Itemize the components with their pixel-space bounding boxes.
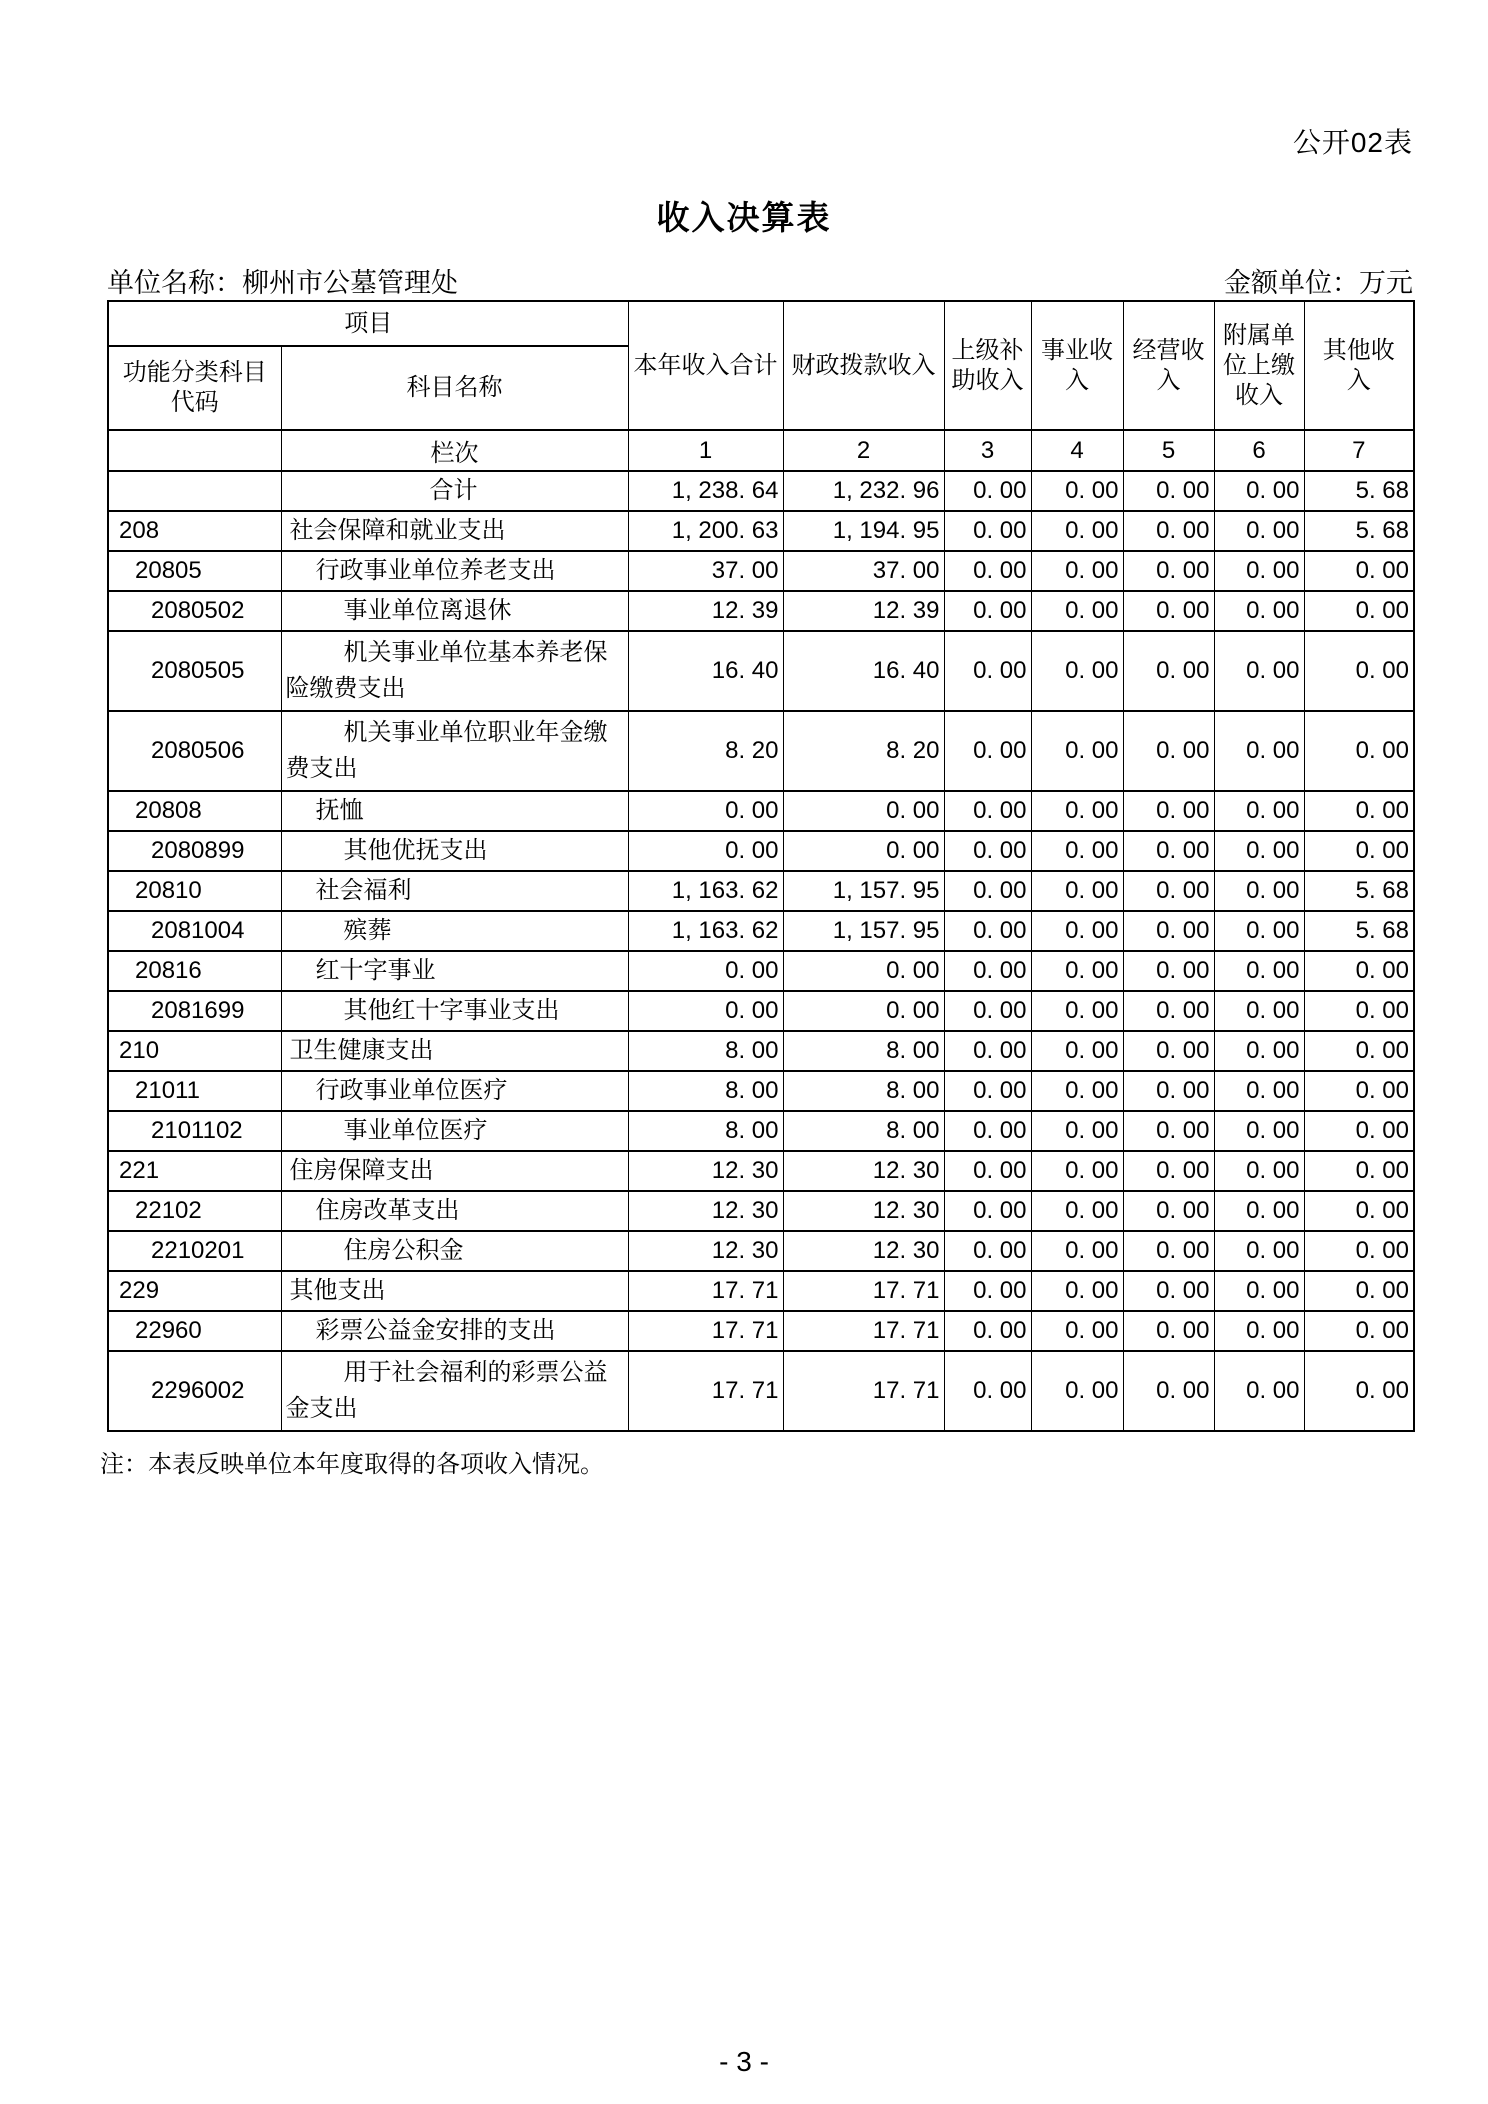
value-cell-col-7: 0. 00 [1304,1351,1414,1431]
value-cell-col-6: 0. 00 [1214,951,1304,991]
value-cell-col-7: 0. 00 [1304,1071,1414,1111]
value-cell-col-4: 0. 00 [1031,551,1123,591]
value-cell-col-1: 1, 238. 64 [628,471,783,511]
table-row [108,471,1414,511]
value-cell-col-2: 37. 00 [783,551,944,591]
value-cell-col-3: 0. 00 [944,791,1031,831]
column-number-3: 3 [944,430,1031,471]
table-row [108,1111,1414,1151]
amount-unit-label: 金额单位：万元 [1224,268,1413,298]
value-cell-col-4: 0. 00 [1031,591,1123,631]
value-cell-col-1: 8. 20 [628,711,783,791]
code-cell: 2080899 [108,831,281,871]
value-cell-col-5: 0. 00 [1123,1231,1214,1271]
value-cell-col-3: 0. 00 [944,1191,1031,1231]
value-cell-col-4: 0. 00 [1031,511,1123,551]
value-cell-col-1: 1, 163. 62 [628,871,783,911]
table-row [108,871,1414,911]
value-cell-col-3: 0. 00 [944,831,1031,871]
value-cell-col-7: 5. 68 [1304,471,1414,511]
code-cell: 20805 [108,551,281,591]
code-cell [108,471,281,511]
column-number-4: 4 [1031,430,1123,471]
value-cell-col-5: 0. 00 [1123,871,1214,911]
table-row [108,951,1414,991]
code-cell: 208 [108,511,281,551]
column-number-7: 7 [1304,430,1414,471]
value-cell-col-7: 0. 00 [1304,1311,1414,1351]
value-cell-col-5: 0. 00 [1123,991,1214,1031]
value-cell-col-4: 0. 00 [1031,1191,1123,1231]
value-cell-col-2: 17. 71 [783,1311,944,1351]
value-cell-col-7: 0. 00 [1304,991,1414,1031]
code-cell: 20808 [108,791,281,831]
value-cell-col-6: 0. 00 [1214,1191,1304,1231]
subject-name-cell: 其他支出 [281,1271,628,1311]
lanci-empty-cell [108,430,281,471]
value-cell-col-1: 8. 00 [628,1071,783,1111]
value-cell-col-3: 0. 00 [944,551,1031,591]
value-cell-col-2: 12. 30 [783,1151,944,1191]
header-function-code: 功能分类科目代码 [108,346,281,430]
value-cell-col-6: 0. 00 [1214,511,1304,551]
subject-name-cell: 行政事业单位养老支出 [281,551,628,591]
value-cell-col-1: 16. 40 [628,631,783,711]
column-index-row [108,430,1414,471]
table-row [108,791,1414,831]
value-cell-col-4: 0. 00 [1031,1111,1123,1151]
value-cell-col-7: 0. 00 [1304,1231,1414,1271]
value-cell-col-5: 0. 00 [1123,471,1214,511]
value-cell-col-2: 8. 20 [783,711,944,791]
column-number-2: 2 [783,430,944,471]
table-row [108,1191,1414,1231]
value-cell-col-2: 17. 71 [783,1271,944,1311]
value-cell-col-5: 0. 00 [1123,1311,1214,1351]
header-col-7: 其他收入 [1304,301,1414,430]
value-cell-col-3: 0. 00 [944,591,1031,631]
value-cell-col-6: 0. 00 [1214,591,1304,631]
value-cell-col-2: 0. 00 [783,991,944,1031]
value-cell-col-4: 0. 00 [1031,1151,1123,1191]
code-cell: 2080506 [108,711,281,791]
meta-row [107,261,1413,300]
table-row [108,631,1414,711]
code-cell: 2080502 [108,591,281,631]
value-cell-col-3: 0. 00 [944,631,1031,711]
value-cell-col-4: 0. 00 [1031,871,1123,911]
header-subject-name: 科目名称 [281,346,628,430]
value-cell-col-6: 0. 00 [1214,1311,1304,1351]
unit-name-label: 单位名称：柳州市公墓管理处 [107,268,458,298]
value-cell-col-7: 0. 00 [1304,1191,1414,1231]
value-cell-col-6: 0. 00 [1214,1271,1304,1311]
value-cell-col-2: 1, 194. 95 [783,511,944,551]
table-row [108,831,1414,871]
value-cell-col-2: 8. 00 [783,1071,944,1111]
value-cell-col-5: 0. 00 [1123,591,1214,631]
value-cell-col-6: 0. 00 [1214,831,1304,871]
header-col-2: 财政拨款收入 [783,301,944,430]
subject-name-cell: 殡葬 [281,911,628,951]
subject-name-cell: 机关事业单位基本养老保险缴费支出 [281,631,628,711]
value-cell-col-6: 0. 00 [1214,911,1304,951]
value-cell-col-3: 0. 00 [944,951,1031,991]
subject-name-cell: 红十字事业 [281,951,628,991]
value-cell-col-2: 0. 00 [783,951,944,991]
header-row-project [108,301,1414,346]
form-number-label: 公开02表 [1292,127,1413,158]
value-cell-col-7: 0. 00 [1304,631,1414,711]
value-cell-col-4: 0. 00 [1031,791,1123,831]
value-cell-col-7: 5. 68 [1304,511,1414,551]
table-row [108,1351,1414,1431]
value-cell-col-4: 0. 00 [1031,631,1123,711]
subject-name-cell: 事业单位医疗 [281,1111,628,1151]
header-project: 项目 [108,301,628,346]
value-cell-col-7: 0. 00 [1304,791,1414,831]
value-cell-col-5: 0. 00 [1123,1191,1214,1231]
value-cell-col-4: 0. 00 [1031,951,1123,991]
value-cell-col-2: 17. 71 [783,1351,944,1431]
value-cell-col-2: 0. 00 [783,831,944,871]
value-cell-col-2: 8. 00 [783,1031,944,1071]
code-cell: 2081004 [108,911,281,951]
value-cell-col-7: 5. 68 [1304,911,1414,951]
table-row [108,1071,1414,1111]
value-cell-col-7: 0. 00 [1304,1031,1414,1071]
value-cell-col-1: 17. 71 [628,1311,783,1351]
subject-name-cell: 事业单位离退休 [281,591,628,631]
value-cell-col-7: 0. 00 [1304,551,1414,591]
code-cell: 22960 [108,1311,281,1351]
value-cell-col-3: 0. 00 [944,471,1031,511]
value-cell-col-4: 0. 00 [1031,991,1123,1031]
value-cell-col-2: 12. 39 [783,591,944,631]
table-row [108,1031,1414,1071]
value-cell-col-1: 1, 163. 62 [628,911,783,951]
table-row [108,991,1414,1031]
subject-name-cell: 其他红十字事业支出 [281,991,628,1031]
subject-name-cell: 机关事业单位职业年金缴费支出 [281,711,628,791]
header-col-6: 附属单位上缴收入 [1214,301,1304,430]
code-cell: 21011 [108,1071,281,1111]
value-cell-col-3: 0. 00 [944,1231,1031,1271]
code-cell: 2296002 [108,1351,281,1431]
value-cell-col-1: 37. 00 [628,551,783,591]
value-cell-col-1: 1, 200. 63 [628,511,783,551]
value-cell-col-5: 0. 00 [1123,1031,1214,1071]
value-cell-col-2: 16. 40 [783,631,944,711]
value-cell-col-6: 0. 00 [1214,791,1304,831]
value-cell-col-6: 0. 00 [1214,631,1304,711]
value-cell-col-6: 0. 00 [1214,551,1304,591]
value-cell-col-3: 0. 00 [944,1351,1031,1431]
value-cell-col-7: 0. 00 [1304,1111,1414,1151]
code-cell: 221 [108,1151,281,1191]
value-cell-col-5: 0. 00 [1123,1351,1214,1431]
value-cell-col-3: 0. 00 [944,911,1031,951]
subject-name-cell: 卫生健康支出 [281,1031,628,1071]
value-cell-col-5: 0. 00 [1123,1151,1214,1191]
value-cell-col-1: 12. 30 [628,1231,783,1271]
value-cell-col-4: 0. 00 [1031,1071,1123,1111]
value-cell-col-7: 0. 00 [1304,1271,1414,1311]
subject-name-cell: 其他优抚支出 [281,831,628,871]
value-cell-col-1: 0. 00 [628,951,783,991]
header-col-5: 经营收入 [1123,301,1214,430]
code-cell: 2080505 [108,631,281,711]
value-cell-col-4: 0. 00 [1031,471,1123,511]
value-cell-col-3: 0. 00 [944,711,1031,791]
value-cell-col-2: 12. 30 [783,1191,944,1231]
value-cell-col-1: 0. 00 [628,991,783,1031]
page-title: 收入决算表 [656,199,832,236]
value-cell-col-3: 0. 00 [944,1271,1031,1311]
value-cell-col-2: 0. 00 [783,791,944,831]
value-cell-col-4: 0. 00 [1031,1031,1123,1071]
value-cell-col-6: 0. 00 [1214,711,1304,791]
subject-name-cell: 社会保障和就业支出 [281,511,628,551]
value-cell-col-7: 0. 00 [1304,711,1414,791]
value-cell-col-2: 1, 232. 96 [783,471,944,511]
header-col-1: 本年收入合计 [628,301,783,430]
value-cell-col-1: 17. 71 [628,1271,783,1311]
code-cell: 2101102 [108,1111,281,1151]
code-cell: 20816 [108,951,281,991]
value-cell-col-5: 0. 00 [1123,1271,1214,1311]
value-cell-col-4: 0. 00 [1031,911,1123,951]
value-cell-col-1: 8. 00 [628,1031,783,1071]
table-row [108,551,1414,591]
value-cell-col-5: 0. 00 [1123,551,1214,591]
value-cell-col-4: 0. 00 [1031,1351,1123,1431]
table-body [108,471,1414,1431]
value-cell-col-5: 0. 00 [1123,1071,1214,1111]
value-cell-col-7: 5. 68 [1304,871,1414,911]
table-row [108,1231,1414,1271]
value-cell-col-1: 12. 39 [628,591,783,631]
table-row [108,1151,1414,1191]
subject-name-cell: 彩票公益金安排的支出 [281,1311,628,1351]
value-cell-col-1: 12. 30 [628,1191,783,1231]
value-cell-col-6: 0. 00 [1214,1071,1304,1111]
code-cell: 229 [108,1271,281,1311]
value-cell-col-1: 0. 00 [628,831,783,871]
code-cell: 2210201 [108,1231,281,1271]
value-cell-col-3: 0. 00 [944,1311,1031,1351]
value-cell-col-5: 0. 00 [1123,831,1214,871]
value-cell-col-6: 0. 00 [1214,871,1304,911]
column-number-1: 1 [628,430,783,471]
table-row [108,511,1414,551]
lanci-label: 栏次 [281,430,628,471]
value-cell-col-5: 0. 00 [1123,791,1214,831]
table-row [108,1311,1414,1351]
value-cell-col-5: 0. 00 [1123,711,1214,791]
code-cell: 22102 [108,1191,281,1231]
subject-name-cell: 社会福利 [281,871,628,911]
subject-name-cell: 用于社会福利的彩票公益金支出 [281,1351,628,1431]
subject-name-cell: 住房公积金 [281,1231,628,1271]
page-number: - 3 - [719,2046,769,2077]
subject-name-cell: 住房保障支出 [281,1151,628,1191]
value-cell-col-2: 12. 30 [783,1231,944,1271]
table-row [108,1271,1414,1311]
value-cell-col-3: 0. 00 [944,511,1031,551]
value-cell-col-5: 0. 00 [1123,631,1214,711]
subject-name-cell: 行政事业单位医疗 [281,1071,628,1111]
value-cell-col-1: 0. 00 [628,791,783,831]
value-cell-col-6: 0. 00 [1214,991,1304,1031]
header-col-4: 事业收入 [1031,301,1123,430]
value-cell-col-7: 0. 00 [1304,1151,1414,1191]
value-cell-col-6: 0. 00 [1214,1231,1304,1271]
value-cell-col-3: 0. 00 [944,1151,1031,1191]
value-cell-col-4: 0. 00 [1031,711,1123,791]
value-cell-col-6: 0. 00 [1214,1111,1304,1151]
value-cell-col-3: 0. 00 [944,871,1031,911]
value-cell-col-4: 0. 00 [1031,1311,1123,1351]
value-cell-col-4: 0. 00 [1031,1271,1123,1311]
table-row [108,591,1414,631]
subject-name-cell: 合计 [281,471,628,511]
revenue-final-accounts-table [107,300,1415,1432]
table-row [108,911,1414,951]
value-cell-col-3: 0. 00 [944,991,1031,1031]
value-cell-col-1: 17. 71 [628,1351,783,1431]
value-cell-col-3: 0. 00 [944,1111,1031,1151]
code-cell: 210 [108,1031,281,1071]
value-cell-col-5: 0. 00 [1123,951,1214,991]
value-cell-col-6: 0. 00 [1214,1351,1304,1431]
subject-name-cell: 抚恤 [281,791,628,831]
value-cell-col-1: 12. 30 [628,1151,783,1191]
value-cell-col-1: 8. 00 [628,1111,783,1151]
value-cell-col-5: 0. 00 [1123,1111,1214,1151]
value-cell-col-7: 0. 00 [1304,831,1414,871]
table-row [108,711,1414,791]
value-cell-col-7: 0. 00 [1304,591,1414,631]
header-col-3: 上级补助收入 [944,301,1031,430]
value-cell-col-6: 0. 00 [1214,471,1304,511]
value-cell-col-5: 0. 00 [1123,511,1214,551]
value-cell-col-4: 0. 00 [1031,831,1123,871]
code-cell: 2081699 [108,991,281,1031]
column-number-5: 5 [1123,430,1214,471]
value-cell-col-5: 0. 00 [1123,911,1214,951]
value-cell-col-2: 8. 00 [783,1111,944,1151]
value-cell-col-6: 0. 00 [1214,1151,1304,1191]
value-cell-col-2: 1, 157. 95 [783,911,944,951]
column-number-6: 6 [1214,430,1304,471]
subject-name-cell: 住房改革支出 [281,1191,628,1231]
value-cell-col-6: 0. 00 [1214,1031,1304,1071]
value-cell-col-2: 1, 157. 95 [783,871,944,911]
value-cell-col-4: 0. 00 [1031,1231,1123,1271]
table-note: 注：本表反映单位本年度取得的各项收入情况。 [100,1451,604,1478]
value-cell-col-3: 0. 00 [944,1031,1031,1071]
table-header [108,301,1414,471]
value-cell-col-7: 0. 00 [1304,951,1414,991]
code-cell: 20810 [108,871,281,911]
value-cell-col-3: 0. 00 [944,1071,1031,1111]
